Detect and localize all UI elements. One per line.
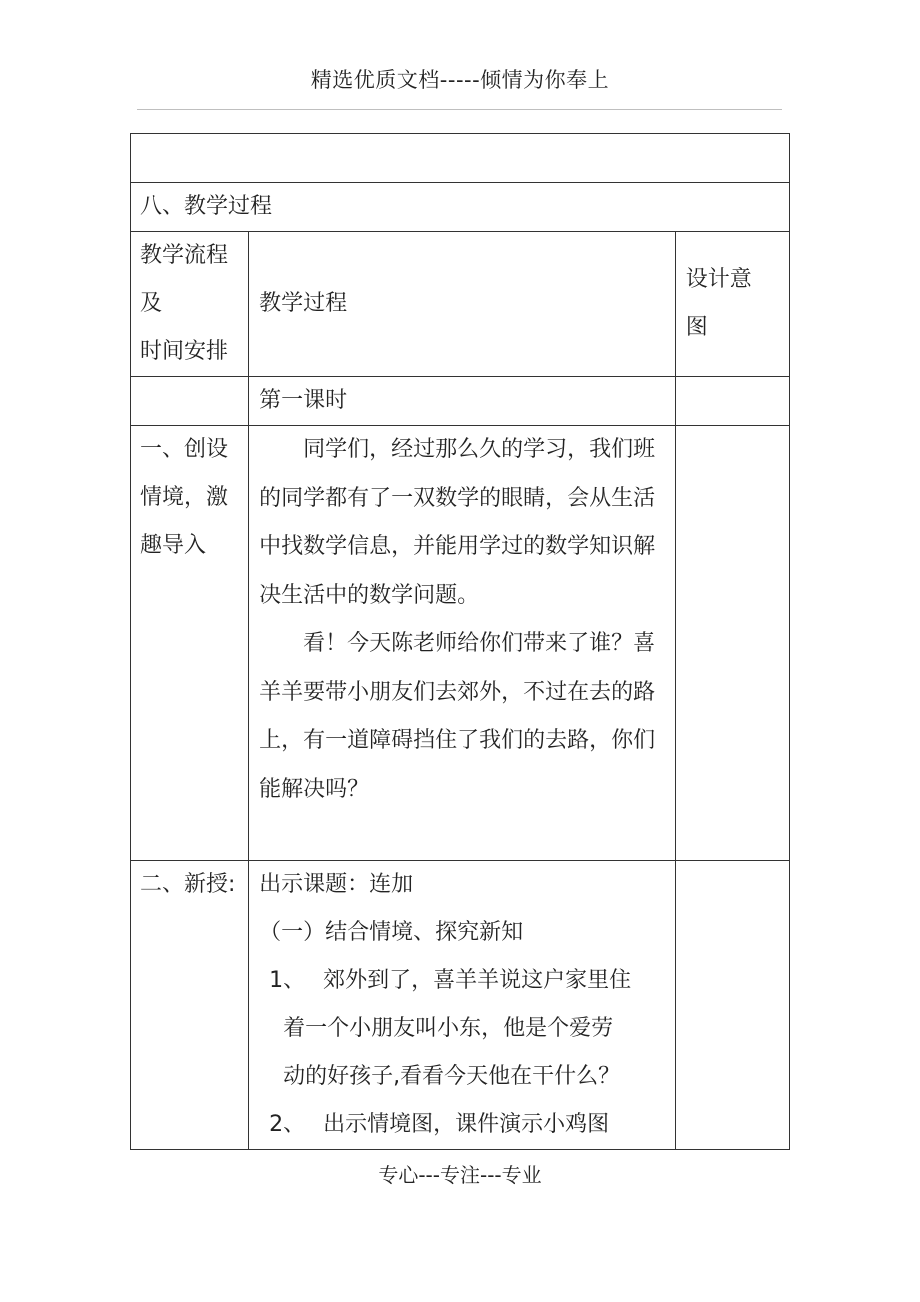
stage1-label-line: 情境，激	[140, 485, 229, 510]
stage2-content	[249, 861, 676, 1150]
header-process	[249, 232, 676, 377]
header-intent-line: 图	[685, 315, 708, 340]
list-item-continuation: 着一个小朋友叫小东，他是个爱劳	[283, 1016, 614, 1041]
empty-cell	[131, 377, 249, 426]
header-flow-line: 及	[140, 291, 163, 316]
header-intent-line: 设计意	[685, 267, 752, 292]
header-flow-line: 时间安排	[140, 339, 229, 364]
list-item-text: 出示情境图，课件演示小鸡图	[323, 1112, 610, 1137]
empty-cell	[675, 377, 789, 426]
list-item-continuation: 动的好孩子,看看今天他在干什么？	[283, 1064, 621, 1089]
stage1-label	[131, 426, 249, 861]
empty-cell	[675, 861, 789, 1150]
table-row	[131, 183, 790, 232]
list-item	[259, 1101, 675, 1149]
list-item	[259, 957, 675, 1005]
empty-cell	[675, 426, 789, 861]
section-title: 八、教学过程	[131, 183, 790, 232]
table-row	[131, 134, 790, 183]
stage2-label: 二、新授:	[131, 861, 249, 1150]
empty-cell	[131, 134, 790, 183]
stage1-paragraph: 看！今天陈老师给你们带来了谁？喜羊羊要带小朋友们去郊外，不过在去的路上，有一道障碍挡住了我们的去路，你们能解决吗？	[259, 631, 656, 802]
stage1-content	[249, 426, 676, 861]
header-intent	[675, 232, 789, 377]
header-flow	[131, 232, 249, 377]
page-footer: 专心---专注---专业	[378, 1163, 542, 1187]
stage1-paragraph: 同学们，经过那么久的学习，我们班的同学都有了一双数学的眼睛，会从生活中找数学信息，并能用学过的数学知识解决生活中的数学问题。	[259, 437, 656, 608]
stage1-label-line: 趣导入	[140, 533, 207, 558]
table-row	[131, 426, 790, 861]
list-item-number: 2、	[269, 1112, 306, 1137]
teaching-process-table	[130, 133, 790, 1150]
stage2-subheading: （一）结合情境、探究新知	[259, 920, 524, 945]
lesson-label: 第一课时	[249, 377, 676, 426]
list-item-text: 郊外到了，喜羊羊说这户家里住	[323, 968, 632, 993]
stage1-label-line: 一、创设	[140, 437, 229, 462]
header-flow-line: 教学流程	[140, 243, 229, 268]
list-item-number: 1、	[269, 968, 306, 993]
page-header: 精选优质文档-----倾情为你奉上	[310, 68, 610, 92]
header-process-label: 教学过程	[259, 291, 348, 316]
table-row	[131, 377, 790, 426]
table-header-row	[131, 232, 790, 377]
table-row	[131, 861, 790, 1150]
header-divider	[137, 109, 782, 110]
stage2-topic: 出示课题：连加	[259, 872, 414, 897]
